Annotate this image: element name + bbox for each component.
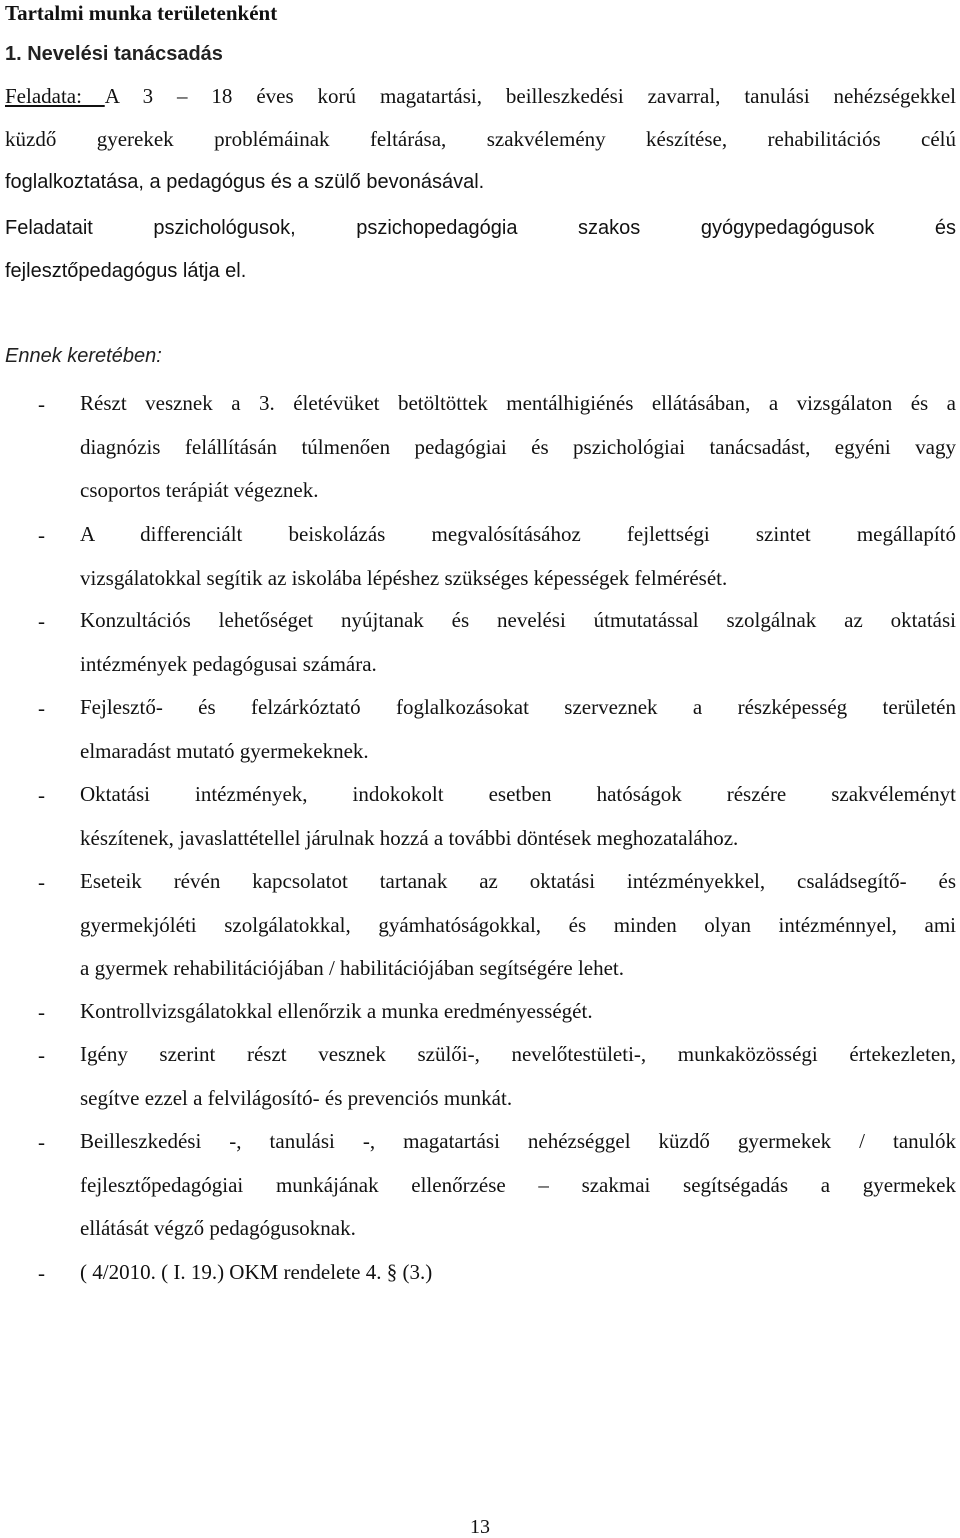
staff-line-2: fejlesztőpedagógus látja el. — [5, 260, 247, 282]
page-heading: Tartalmi munka területenként — [5, 1, 278, 25]
section-title: 1. Nevelési tanácsadás — [5, 43, 223, 65]
bullet-dash: - — [38, 1000, 45, 1024]
framework-label: Ennek keretében: — [5, 345, 162, 367]
task-line-3: foglalkoztatása, a pedagógus és a szülő bevonásával. — [5, 171, 485, 193]
staff-paragraph — [5, 217, 956, 303]
page-number: 13 — [470, 1516, 490, 1538]
task-line-1: Feladata: A 3 – 18 éves korú magatartási, beilleszkedési zavarral, tanulási nehézségekkel — [5, 84, 956, 108]
bullet-dash: - — [38, 1043, 45, 1067]
document-page: Tartalmi munka területenként 1. Nevelési tanácsadás Feladata: A 3 – 18 éves korú magatartási, beilleszkedési zavarral, tanulási nehézségekkel küzdő gyerekek problémáinak feltárása, szakvélemény készítése, rehabilitációs célú foglalkoztatása, a pedagógus és a szülő bevonásával. Feladatait pszichológusok, pszichopedagógia szakos gyógypedagógusok és fejlesztőpedagógus látja el. Ennek keretében: - Részt vesznek a 3. életévüket betöltöttek mentálhigiénés ellátásában, a vizsgálaton és a diagnózis felállításán túlmenően pedagógiai és pszichológiai tanácsadást, egyéni vagy csoportos terápiát végeznek. - A differenciált beiskolázás megvalósításához fejlettségi szintet megállapító vizsgálatokkal segítik az iskolába lépéshez szükséges képességek felmérését. - Konzultációs lehetőséget nyújtanak és nevelési útmutatással szolgálnak az oktatási intézmények pedagógusai számára. - Fejlesztő- és felzárkóztató foglalkozásokat szerveznek a részképesség területén elmaradást mutató gyermekeknek. - Oktatási intézmények, indokokolt esetben hatóságok részére szakvéleményt készítenek, javaslattétellel járulnak hozzá a további döntések meghozatalához. - Eseteik révén kapcsolatot tartanak az oktatási intézményekkel, családsegítő- és gyermekjóléti szolgálatokkal, gyámhatóságokkal, és minden olyan intézménnyel, ami a gyermek rehabilitációjában / habilitációjában segítségére lehet. - Kontrollvizsgálatokkal ellenőrzik a munka eredményességét. - Igény szerint részt vesznek szülői-, nevelőtestületi-, munkaközösségi értekezleten, segítve ezzel a felvilágosító- és prevenciós munkát. - Beilleszkedési -, tanulási -, magatartási nehézséggel küzdő gyermekek / tanulók fejlesztőpedagógiai munkájának ellenőrzése – szakmai segítségadás a gyermekek ellátását végző pedagógusoknak. - ( 4/2010. ( I. 19.) OKM rendelete 4. § (3.) 13 — [0, 0, 960, 1537]
bullet-dash: - — [38, 696, 45, 720]
bullet-dash: - — [38, 523, 45, 547]
bullet-dash: - — [38, 609, 45, 633]
staff-line-1: Feladatait pszichológusok, pszichopedagógia szakos gyógypedagógusok és — [5, 217, 956, 239]
bullet-dash: - — [38, 1130, 45, 1154]
task-label: Feladata: — [5, 84, 105, 108]
bullet-dash: - — [38, 392, 45, 416]
bullet-dash: - — [38, 783, 45, 807]
bullet-dash: - — [38, 870, 45, 894]
task-line-2: küzdő gyerekek problémáinak feltárása, szakvélemény készítése, rehabilitációs célú — [5, 127, 956, 151]
bullet-dash: - — [38, 1261, 45, 1285]
task-paragraph — [5, 85, 956, 214]
